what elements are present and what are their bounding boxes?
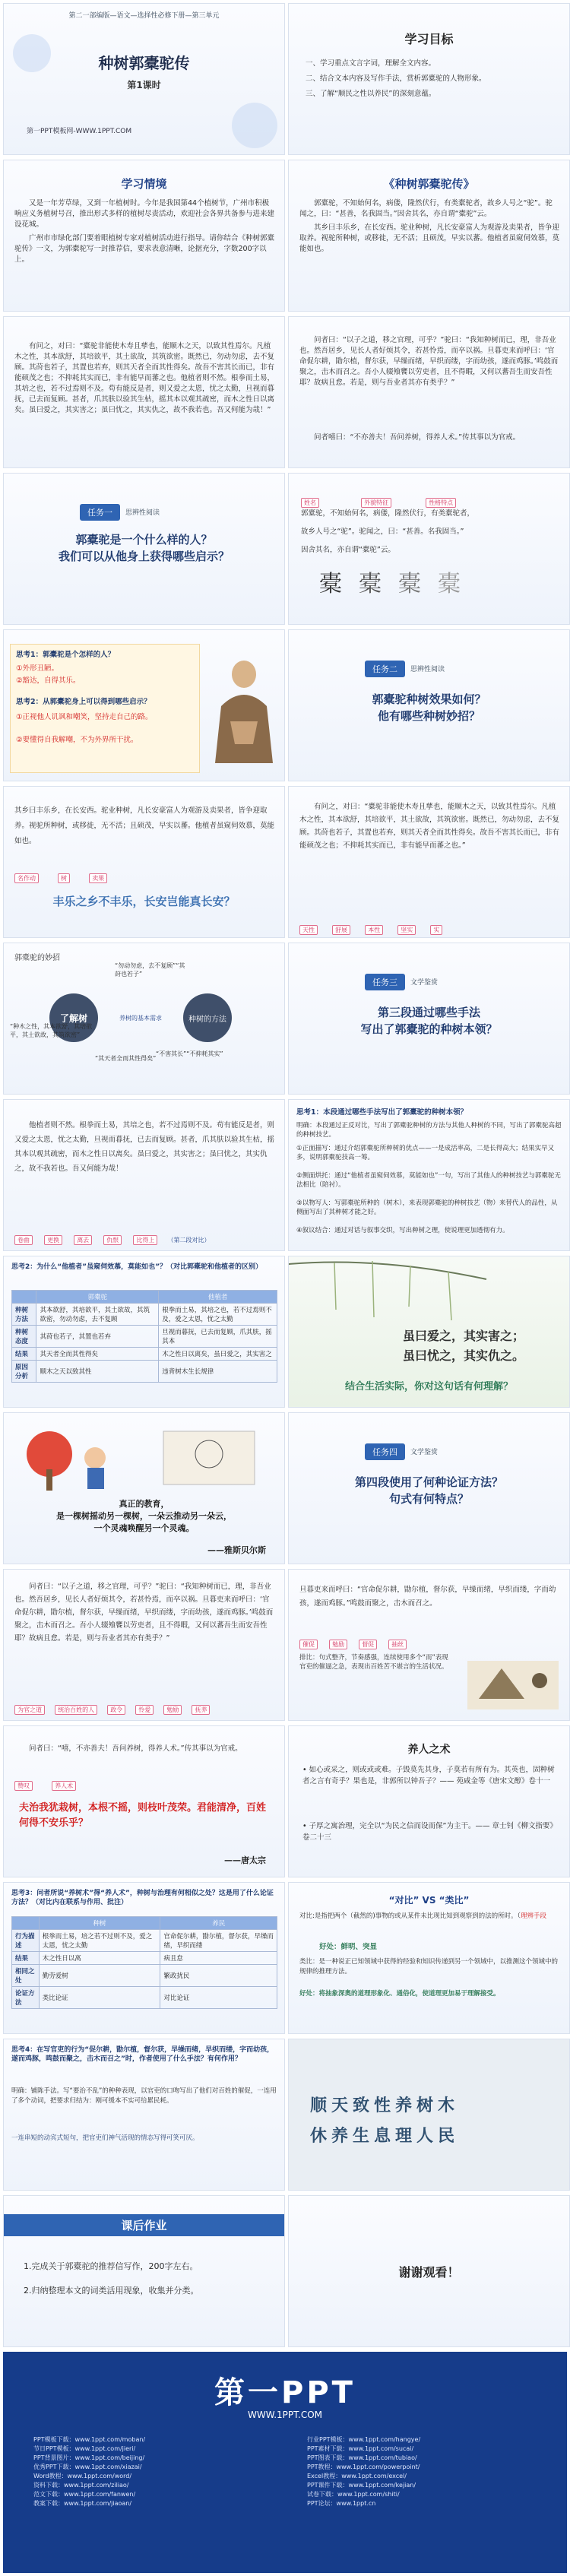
name-line: 郭橐驼，不知始何名，病偻，隆然伏行，有类橐驼者， bbox=[301, 509, 475, 518]
diagram-right-circle: 种树的方法 bbox=[183, 993, 232, 1042]
diagram-mid: 养树的基本需求 bbox=[119, 1015, 162, 1022]
think-answer: 明确：铺陈手法。写“要治不乱”的种种表现，以官吏的口吻写出了他们对百姓的催促，一连用了多个动词，把要求归结为：刚可缓本不实可给累民耗。 bbox=[11, 2087, 277, 2105]
cover-header: 第二一部编版—语文—选择性必修下册—第三单元 bbox=[68, 12, 220, 20]
slide-think-techniques bbox=[288, 1099, 570, 1251]
table-cell: 结果 bbox=[12, 1348, 36, 1361]
label-pill: 仇恨 bbox=[103, 1235, 122, 1245]
table-cell: 种树态度 bbox=[12, 1326, 36, 1348]
slide-governance-text bbox=[3, 1569, 285, 1721]
text-para: 问者曰：“以子之道，移之官理，可乎？”驼曰：“我知种树而已，理，非吾业也。然吾居乡，见长人者好烦其令，若甚怜焉，而卒以祸。旦暮吏来而呼曰：‘官命促尔耕，勖尔植，督尔获，早缲而绪，早织而缕，字而幼孩，遂而鸡豚。’鸣鼓而聚之，击木而召之。吾小人辍飧饔以劳吏者，且不得暇，又何以蕃吾生而安吾性耶？故病且怠。若是，则与吾业者其亦有类乎？” bbox=[14, 1583, 274, 1643]
think-answer: ②侧面烘托：通过“他植者虽窥伺效慕，莫能如也”一句，写出了其他人的种树技艺与郭橐驼无法相比（陪衬）。 bbox=[296, 1172, 561, 1189]
think-answer: ④叙议结合：通过对话与叙事交织，写出种树之理，使说理更加透彻有力。 bbox=[296, 1227, 509, 1234]
think-answer: 明确：本段通过正反对比，写出了郭橐驼种树的方法与其他人种树的不同，写出了郭橐驼高超的种树技艺。 bbox=[296, 1122, 562, 1139]
table-row bbox=[12, 1326, 277, 1348]
table-header-row bbox=[12, 1917, 277, 1930]
think-question: 思考4：在写官吏的行为“促尔耕，勖尔植，督尔获，早缲而绪，早织而缕，字而幼孩，遂而鸡豚，鸣鼓而聚之，击木而召之”时，作者使用了什么手法？有何作用？ bbox=[11, 2046, 274, 2063]
nurturing-para: • 子厚之寓治理，完全以“为民之信而设而保”为主干。—— 章士钊《柳文指要》卷二十三 bbox=[302, 1822, 557, 1842]
label-pill: 养人术 bbox=[52, 1781, 76, 1791]
kids-illustration bbox=[19, 1424, 133, 1492]
table-cell: 木之性日以离 bbox=[39, 1952, 160, 1965]
homework-title: 课后作业 bbox=[4, 2214, 284, 2236]
table-cell: 违背树木生长规律 bbox=[159, 1361, 277, 1383]
footer-link[interactable]: 试卷下载：www.1ppt.com/shiti/ bbox=[307, 2491, 400, 2498]
objectives-title: 学习目标 bbox=[404, 32, 454, 46]
nurturing-title: 养人之术 bbox=[407, 1744, 451, 1756]
cva-title: “对比” VS “类比” bbox=[388, 1895, 470, 1906]
footer-link[interactable]: 优秀PPT下载：www.1ppt.com/xiazai/ bbox=[33, 2464, 142, 2470]
table-cell: 相同之处 bbox=[12, 1965, 40, 1987]
motto-line: 顺天致性养树木 bbox=[310, 2096, 460, 2115]
table-row bbox=[12, 1361, 277, 1383]
nurturing-para: • 如心或采之，则或或或难。子毁莫先其身，子莫若有所有为。其英也，固种树者之言有奇乎？果也是，非郭所以钟吾子？—— 苑咸金等《唐宋文醇》卷十一 bbox=[302, 1766, 555, 1785]
text-para: 他植者则不然。根拳而土易，其培之也，若不过焉则不及。苟有能反是者，则又爱之太恩，忧之太勤，旦视而暮抚，已去而复顾。甚者，爪其肤以验其生枯，摇其本以观其疏密，而木之性日以离矣。虽曰爱之，其实害之；虽曰忧之，其实仇之，故不我若也。吾又何能为哉！ bbox=[14, 1121, 275, 1173]
table-row bbox=[12, 1965, 277, 1987]
cover-subtitle: 第1课时 bbox=[127, 80, 161, 90]
table-cell: 旦视而暮抚，已去而复顾，爪其肤，摇其本 bbox=[159, 1326, 277, 1348]
footer-link[interactable]: Excel教程：www.1ppt.com/excel/ bbox=[307, 2473, 407, 2479]
table-cell: 根拳而土易，其培之也，若不过焉则不及，爱之太恩，忧之太勤 bbox=[159, 1304, 277, 1326]
task-tag: 任务二 bbox=[365, 661, 405, 677]
label-pill: 天性 bbox=[299, 925, 318, 935]
thanks-text: 谢谢观看！ bbox=[398, 2265, 460, 2280]
task-tag: 任务四 bbox=[365, 1443, 405, 1460]
objective-item: 二、结合文本内容及写作手法，赏析郭橐驼的人物形象。 bbox=[306, 74, 486, 83]
footer-link[interactable]: PPT课件下载：www.1ppt.com/kejian/ bbox=[307, 2482, 416, 2489]
contrast-note: （第二段对比） bbox=[167, 1237, 211, 1244]
label-pill: 勉励 bbox=[329, 1640, 347, 1649]
slide-think-1 bbox=[3, 629, 285, 781]
slide-text-2 bbox=[3, 316, 285, 468]
table-cell: 种树方法 bbox=[12, 1304, 36, 1326]
table-cell: 根拳而土易，培之若不过则不及，爱之太恩，忧之太勤 bbox=[39, 1930, 160, 1952]
text-title: 《种树郭橐驼传》 bbox=[383, 177, 475, 191]
cover-footer: 第一PPT模板网-WWW.1PPT.COM bbox=[27, 128, 132, 135]
cover-title: 种树郭橐驼传 bbox=[98, 54, 190, 72]
table-header bbox=[12, 1917, 40, 1930]
task-question: 郭橐驼种树效果如何？ 他有哪些种树妙招？ bbox=[372, 692, 486, 723]
think-conclusion: 一连串短的动宾式短句，把官吏们神气活现的情态写得可笑可厌。 bbox=[11, 2134, 199, 2142]
label-pill: 抽丝 bbox=[388, 1640, 407, 1649]
slide-context bbox=[3, 160, 285, 312]
diagram-bottom: “其天者全而其性得矣” bbox=[95, 1055, 157, 1062]
context-para: 广州市市绿化部门要着眼植树专家对植树活动进行指导。请你结合《种树郭橐驼传》一文，为郭橐驼写一封推荐信，要求表意清晰，论据充分，字数200字以上。 bbox=[14, 234, 275, 264]
slide-tips-diagram bbox=[3, 943, 285, 1095]
glyph-row bbox=[319, 565, 461, 598]
label-pill: 抚养 bbox=[192, 1705, 210, 1715]
text-para: 问者嘻曰：“不亦善夫！吾问养树，得养人术。”传其事以为官戒。 bbox=[314, 433, 521, 442]
label-pill: 姓名 bbox=[301, 498, 319, 508]
task-question: 第三段通过哪些手法 写出了郭橐驼的种树本领？ bbox=[360, 1006, 498, 1036]
slide-nurturing bbox=[288, 1725, 570, 1877]
think-question: 思考3：问者所说“养树术”得“养人术”，种树与治理有何相似之处？这是用了什么论证方法？（对比内在联系与作用、批注） bbox=[11, 1890, 274, 1906]
slide-method-text bbox=[288, 786, 570, 938]
emperor-quote: 夫治我犹栽树，本根不摇，则枝叶茂荣。君能清净，百姓何得不安乐乎？ bbox=[19, 1802, 267, 1829]
sketch-illustration bbox=[156, 1424, 262, 1492]
slide-name-analysis bbox=[288, 473, 570, 625]
glyph: 橐 bbox=[359, 571, 382, 597]
table-row bbox=[12, 1348, 277, 1361]
think-question: 思考1：本段通过哪些手法写出了郭橐驼的种树本领？ bbox=[296, 1108, 468, 1117]
compare-table bbox=[11, 1290, 277, 1383]
text-para: 其乡曰丰乐乡，在长安西。驼业种树，凡长安豪富人为观游及卖果者，皆争迎取养。视驼所种树，或移徙，无不活；且硕茂，早实以蕃。他植者虽窥伺效慕，莫能如也。 bbox=[14, 806, 275, 845]
think-answer: ②要懂得自我解嘲，不为外界所干扰。 bbox=[16, 736, 138, 744]
footer-link[interactable]: 范文下载：www.1ppt.com/fanwen/ bbox=[33, 2491, 136, 2498]
text-para: 问者曰：“嘻，不亦善夫！吾问养树，得养人术。”传其事以为官戒。 bbox=[29, 1744, 242, 1753]
willow-decoration bbox=[289, 1256, 570, 1325]
diagram-right: “不害其长”“不抑耗其实” bbox=[156, 1050, 223, 1057]
cva-para: 好处：鲜明、突显 bbox=[319, 1943, 378, 1951]
cva-contrast: 对比:是指把两个（截然的)事物的或从某件未比现比知到观察到的法的所时。（ bbox=[299, 1912, 521, 1920]
footer-link[interactable]: 行业PPT模板：www.1ppt.com/hangye/ bbox=[307, 2436, 421, 2443]
objective-item: 一、学习重点文言字词，理解全文内容。 bbox=[306, 59, 436, 68]
slide-objectives bbox=[288, 3, 570, 155]
label-pill: 坚实 bbox=[397, 925, 416, 935]
slide-quote-love bbox=[288, 1256, 570, 1408]
table-cell: 原因分析 bbox=[12, 1361, 36, 1383]
education-quote: 真正的教育， 是一棵树摇动另一棵树，一朵云推动另一朵云， 一个灵魂唤醒另一个灵魂。 bbox=[56, 1499, 232, 1533]
label-pill: 政令 bbox=[107, 1705, 125, 1715]
slide-parallelism bbox=[288, 1569, 570, 1721]
context-title: 学习情境 bbox=[121, 177, 167, 191]
label-pill: 名作动 bbox=[14, 873, 39, 883]
think-answer: ①正视他人讥讽和嘲笑，坚持走自己的路。 bbox=[16, 713, 153, 721]
slide-contrast-text bbox=[3, 1099, 285, 1251]
task-tag: 任务三 bbox=[365, 974, 405, 990]
table-cell: 类比论证 bbox=[39, 1987, 160, 2009]
label-pill: 更换 bbox=[44, 1235, 62, 1245]
slide-contrast-vs-analogy bbox=[288, 1882, 570, 2034]
table-row bbox=[12, 1952, 277, 1965]
glyph: 橐 bbox=[438, 571, 461, 597]
table-row bbox=[12, 1930, 277, 1952]
footer-link[interactable]: PPT素材下载：www.1ppt.com/sucai/ bbox=[307, 2445, 414, 2452]
footer-url: WWW.1PPT.COM bbox=[247, 2410, 323, 2420]
analogy-table bbox=[11, 1916, 277, 2009]
slide-task-1 bbox=[3, 473, 285, 625]
diagram-left: “种木之性，其本欲舒，其培欲平，其土欲故，其筑欲密” bbox=[10, 1023, 93, 1038]
table-cell: 结果 bbox=[12, 1952, 40, 1965]
name-line: 因舍其名，亦自谓“橐驼”云。 bbox=[301, 546, 395, 554]
text-para: 旦暮吏来而呼曰：“官命促尔耕，勖尔植，督尔获，早缲而绪，早织而缕，字而幼孩，遂而鸡豚。”鸣鼓而聚之，击木而召之。 bbox=[299, 1586, 556, 1608]
text-para: 问者曰：“以子之道，移之官理，可乎？”驼曰：“我知种树而已，理，非吾业也。然吾居乡，见长人者好烦其令，若甚怜焉，而卒以祸。旦暮吏来而呼曰：‘官命促尔耕，勖尔植，督尔获，早缲而绪，早织而缕，字而幼孩，遂而鸡豚。’鸣鼓而聚之，击木而召之。吾小人辍飧饔以劳吏者，且不得暇，又何以蕃吾生而安吾性耶？故病且怠。若是，则与吾业者其亦有类乎？” bbox=[299, 336, 559, 387]
table-header: 郭橐驼 bbox=[36, 1291, 159, 1304]
label-pill: 赞叹 bbox=[14, 1781, 33, 1791]
table-cell: 其本欲舒，其培欲平，其土欲故，其筑欲密，勿动勿虑，去不复顾 bbox=[36, 1304, 159, 1326]
name-line: 故乡人号之“驼”。驼闻之，曰：“甚善。名我固当。” bbox=[301, 528, 464, 536]
text-para: 其乡曰丰乐乡，在长安西。驼业种树，凡长安豪富人为观游及卖果者，皆争迎取养。视驼所种树，或移徙，无不活；且硕茂，早实以蕃。他植者虽窥伺效慕，莫能如也。 bbox=[299, 223, 560, 253]
quote-prompt: 结合生活实际，你对这句话有何理解？ bbox=[344, 1381, 513, 1393]
footer-col-2 bbox=[307, 2435, 535, 2508]
slide-task-3 bbox=[288, 943, 570, 1095]
cva-highlight: 理辨手段 bbox=[520, 1912, 546, 1920]
footer-link[interactable]: 节日PPT模板：www.1ppt.com/jieri/ bbox=[33, 2445, 136, 2452]
label-pill: 督促 bbox=[359, 1640, 377, 1649]
parallelism-note: 排比：句式整齐，节奏感强，连续使用多个“而”表现官吏的催逼之急，表现出百姓苦不堪言的生活状况。 bbox=[299, 1654, 448, 1671]
objective-item: 三、了解“顺民之性以养民”的深刻意蕴。 bbox=[306, 90, 436, 98]
homework-item: 1.完成关于郭橐驼的推荐信写作，200字左右。 bbox=[24, 2261, 198, 2271]
label-pill: 比得上 bbox=[133, 1235, 157, 1245]
label-pill: 为官之道 bbox=[14, 1705, 45, 1715]
slide-effect bbox=[3, 786, 285, 938]
task-question: 第四段使用了何种论证方法？ 句式有何特点？ bbox=[354, 1475, 503, 1506]
emperor-author: ——唐太宗 bbox=[224, 1855, 266, 1865]
table-row bbox=[12, 1987, 277, 2009]
footer-link[interactable]: 教案下载：www.1ppt.com/jiaoan/ bbox=[33, 2500, 132, 2507]
text-para: 有问之，对曰：“橐驼非能使木寿且孳也，能顺木之天，以致其性焉尔。凡植木之性，其本欲舒，其培欲平，其土欲故，其筑欲密。既然已，勿动勿虑，去不复顾。其莳也若子，其置也若弃，则其天者全而其性得矣。故吾不害其长而已，非有能硕茂之也；不抑耗其实而已，非有能早而蕃之也。他植者则不然。根拳而土易，其培之也，若不过焉则不及。苟有能反是者，则又爱之太恩，忧之太勤，旦视而暮抚，已去而复顾。甚者，爪其肤以验其生枯，摇其本以观其疏密，而木之性日以离矣。虽曰爱之，其实害之；虽曰忧之，其实仇之，故不我若也。吾又何能为哉！” bbox=[14, 342, 275, 414]
label-pill: 离去 bbox=[74, 1235, 92, 1245]
label-pill: 统治百姓的人 bbox=[55, 1705, 97, 1715]
label-pill: 实 bbox=[430, 925, 442, 935]
footer-logo: 第一PPT bbox=[214, 2375, 356, 2410]
footer-link[interactable]: PPT论坛：www.1ppt.cn bbox=[307, 2500, 376, 2507]
table-cell: 繁政扰民 bbox=[160, 1965, 277, 1987]
footer-link[interactable]: PPT模板下载：www.1ppt.com/moban/ bbox=[33, 2436, 146, 2443]
text-para: 有问之，对曰：“橐驼非能使木寿且孳也，能顺木之天，以致其性焉尔。凡植木之性，其本欲舒，其培欲平，其土欲故，其筑欲密。既然已，勿动勿虑，去不复顾。其莳也若子，其置也若弃，则其天者全而其性得矣。故吾不害其长而已，非有能硕茂之也；不抑耗其实而已，非有能早而蕃之也。” bbox=[299, 803, 560, 850]
label-pill: 性格特点 bbox=[426, 498, 456, 508]
quote-line: 虽曰爱之，其实害之； bbox=[403, 1329, 525, 1343]
footer-banner bbox=[3, 2352, 567, 2573]
table-cell: 其莳也若子，其置也若弃 bbox=[36, 1326, 159, 1348]
motto-line: 休养生息理人民 bbox=[310, 2127, 460, 2146]
text-para: 郭橐驼，不知始何名，病偻，隆然伏行，有类橐驼者，故乡人号之“驼”。驼闻之，曰：“甚善，名我固当。”因舍其名，亦自谓“橐驼”云。 bbox=[299, 199, 553, 218]
diagram-center: 了解树 bbox=[49, 993, 98, 1042]
slide-text-1 bbox=[288, 160, 570, 312]
glyph: 橐 bbox=[398, 571, 421, 597]
table-header bbox=[12, 1291, 36, 1304]
slide-conclusion bbox=[3, 1725, 285, 1877]
cva-para: 类比：是一种说正已知领域中获得的经验和知识传递到另一个领域中，以推测这个领域中的规律的推理方法。 bbox=[299, 1958, 559, 1976]
homework-item: 2.归纳整理本文的词类活用现象，收集并分类。 bbox=[24, 2286, 199, 2296]
footer-link[interactable]: PPT图表下载：www.1ppt.com/tubiao/ bbox=[307, 2454, 417, 2461]
label-pill: 卷曲 bbox=[14, 1235, 33, 1245]
table-cell: 行为描述 bbox=[12, 1930, 40, 1952]
label-pill: 催促 bbox=[299, 1640, 318, 1649]
footer-link[interactable]: PPT教程：www.1ppt.com/powerpoint/ bbox=[307, 2464, 420, 2470]
task-tag-sub: 文学鉴赏 bbox=[410, 979, 439, 987]
slide-task-2 bbox=[288, 629, 570, 781]
footer-link[interactable]: 资料下载：www.1ppt.com/ziliao/ bbox=[33, 2482, 129, 2489]
footer-link[interactable]: Word教程：www.1ppt.com/word/ bbox=[33, 2473, 132, 2479]
table-cell: 病且怠 bbox=[160, 1952, 277, 1965]
think-answer: ①正面描写：通过介绍郭橐驼所种树的优点——一是成活率高，二是长得高大；结果实早又多，说明郭橐驼技高一筹。 bbox=[296, 1145, 555, 1161]
think-answer: ①外形丑陋。 bbox=[16, 664, 59, 673]
think-answer: ③以物写人：写郭橐驼所种的（树木），来表现郭橐驼的种树技艺（物）来替代人的品性，从侧面写出了其种树才能之好。 bbox=[296, 1199, 558, 1216]
slide-task-4 bbox=[288, 1412, 570, 1564]
table-cell: 论证方法 bbox=[12, 1987, 40, 2009]
glyph: 橐 bbox=[319, 571, 342, 597]
slide-homework bbox=[3, 2195, 285, 2347]
slide-think-4 bbox=[3, 2039, 285, 2191]
task-tag-sub: 文学鉴赏 bbox=[410, 1449, 439, 1456]
slide-thanks bbox=[288, 2195, 570, 2347]
footer-col-1 bbox=[33, 2435, 261, 2508]
table-cell: 对比论证 bbox=[160, 1987, 277, 2009]
slide-text-3 bbox=[288, 316, 570, 468]
cva-para: 好处：将抽象深奥的道理形象化、通俗化，使道理更加易于理解接受。 bbox=[299, 1990, 500, 1998]
table-header: 他植者 bbox=[159, 1291, 277, 1304]
footer-link[interactable]: PPT背景图片：www.1ppt.com/beijing/ bbox=[33, 2454, 145, 2461]
quote-line: 虽曰忧之，其实仇之。 bbox=[403, 1348, 525, 1363]
label-pill: 树 bbox=[58, 873, 70, 883]
slide-analogy-table bbox=[3, 1882, 285, 2034]
effect-banner: 丰乐之乡不丰乐，长安岂能真长安？ bbox=[52, 895, 236, 908]
diagram-title: 郭橐驼的妙招 bbox=[14, 954, 60, 962]
table-cell: 木之性日以离矣，虽曰爱之，其实害之 bbox=[159, 1348, 277, 1361]
table-row bbox=[12, 1304, 277, 1326]
think-answer: ②豁达，自得其乐。 bbox=[16, 676, 81, 685]
table-header-row bbox=[12, 1291, 277, 1304]
think-question: 思考2：为什么“他植者”虽窥伺效慕，莫能如也”？（对比郭橐驼和他植者的区别） bbox=[11, 1263, 263, 1271]
task-tag: 任务一 bbox=[80, 504, 120, 521]
think-question: 思考2：从郭橐驼身上可以得到哪些启示？ bbox=[16, 698, 151, 706]
diagram-top: “勿动勿虑，去不复顾”“其莳也若子” bbox=[115, 962, 185, 977]
table-cell: 官命促尔耕，勖尔植，督尔获，早缲而绪，早织而缕 bbox=[160, 1930, 277, 1952]
label-pill: 舒展 bbox=[332, 925, 350, 935]
scholar-illustration bbox=[207, 653, 280, 767]
label-pill: 卖果 bbox=[89, 873, 107, 883]
slide-compare-table bbox=[3, 1256, 285, 1408]
table-cell: 顺木之天以致其性 bbox=[36, 1361, 159, 1383]
table-cell: 其天者全而其性得矣 bbox=[36, 1348, 159, 1361]
context-para: 又是一年芳草绿，又到一年植树时。今年是我国第44个植树节，广州市积极响应义务植树号召，推出形式多样的植树尽责活动，欢迎社会各界共备参与进来建设花城。 bbox=[14, 199, 275, 229]
label-pill: 勉励 bbox=[163, 1705, 182, 1715]
task-question: 郭橐驼是一个什么样的人？ 我们可以从他身上获得哪些启示？ bbox=[58, 533, 230, 563]
table-header: 养民 bbox=[160, 1917, 277, 1930]
weaving-illustration bbox=[464, 1653, 562, 1714]
slide-motto bbox=[288, 2039, 570, 2191]
slide-cover bbox=[3, 3, 285, 155]
label-pill: 外貌特征 bbox=[361, 498, 391, 508]
task-tag-sub: 思辨性阅读 bbox=[125, 509, 160, 517]
table-cell: 勤劳爱树 bbox=[39, 1965, 160, 1987]
cva-para bbox=[299, 1912, 559, 1922]
task-tag-sub: 思辨性阅读 bbox=[410, 666, 445, 673]
think-question: 思考1：郭橐驼是个怎样的人？ bbox=[16, 651, 116, 659]
slide-education-quote bbox=[3, 1412, 285, 1564]
table-header: 种树 bbox=[39, 1917, 160, 1930]
label-pill: 怜爱 bbox=[135, 1705, 154, 1715]
label-pill: 本性 bbox=[365, 925, 383, 935]
education-author: ——雅斯贝尔斯 bbox=[207, 1545, 266, 1555]
